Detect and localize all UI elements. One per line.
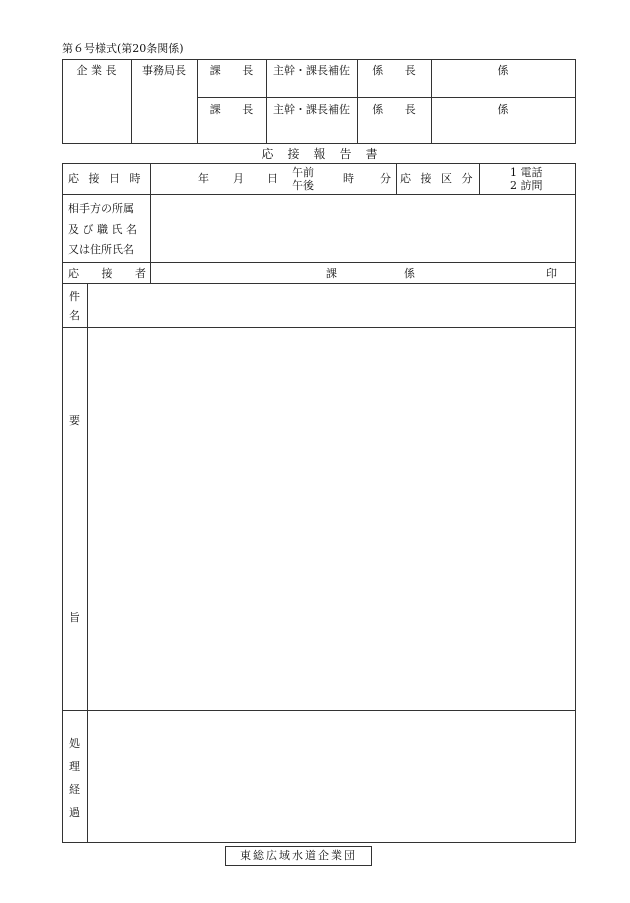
process-label-char2: 理 — [69, 760, 80, 773]
process-label-char1: 処 — [69, 737, 80, 750]
approver-deputy-2: 主幹・課長補佐 — [273, 103, 350, 116]
approver-deputy-1: 主幹・課長補佐 — [273, 64, 350, 77]
process-label-char4: 過 — [69, 806, 80, 819]
approver-staff-2: 係 — [497, 103, 509, 116]
subject-label-char2: 名 — [69, 309, 80, 322]
counterpart-label-line3: 又は住所氏名 — [68, 243, 134, 256]
approver-secretary-general: 事務局長 — [142, 64, 186, 77]
approver-president: 企 業 長 — [76, 64, 117, 77]
summary-label-char2: 旨 — [69, 611, 80, 624]
receiver-label: 応 接 者 — [68, 267, 146, 280]
year-label: 年 — [198, 172, 209, 185]
approver-subsection-chief-2: 係 長 — [372, 103, 416, 116]
approver-section-chief-2: 課 長 — [209, 103, 254, 116]
approver-subsection-chief-1: 係 長 — [372, 64, 416, 77]
hour-label: 時 — [343, 172, 354, 185]
counterpart-label-line2: 及 び 職 氏 名 — [68, 223, 137, 236]
am-label: 午前 — [292, 166, 314, 179]
day-label: 日 — [267, 172, 278, 185]
approver-section-chief-1: 課 長 — [209, 64, 254, 77]
receiver-subsection: 係 — [404, 267, 415, 280]
category-option-visit: 2 訪問 — [510, 179, 543, 192]
category-label: 応 接 区 分 — [400, 172, 476, 185]
form-title: 応 接 報 告 書 — [261, 147, 379, 161]
form-number: 第６号様式(第20条関係) — [62, 42, 184, 55]
pm-label: 午後 — [292, 179, 314, 192]
reception-date-label: 応 接 日 時 — [68, 172, 144, 185]
approver-staff-1: 係 — [497, 64, 509, 77]
receiver-section: 課 — [326, 267, 337, 280]
month-label: 月 — [233, 172, 244, 185]
summary-label-char1: 要 — [69, 414, 80, 427]
minute-label: 分 — [380, 172, 391, 185]
process-label-char3: 経 — [69, 783, 80, 796]
counterpart-label-line1: 相手方の所属 — [68, 202, 134, 215]
subject-label-char1: 件 — [69, 290, 80, 303]
receiver-seal: 印 — [546, 267, 557, 280]
category-option-phone: 1 電話 — [510, 166, 543, 179]
organization-name: 東総広域水道企業団 — [240, 849, 357, 862]
